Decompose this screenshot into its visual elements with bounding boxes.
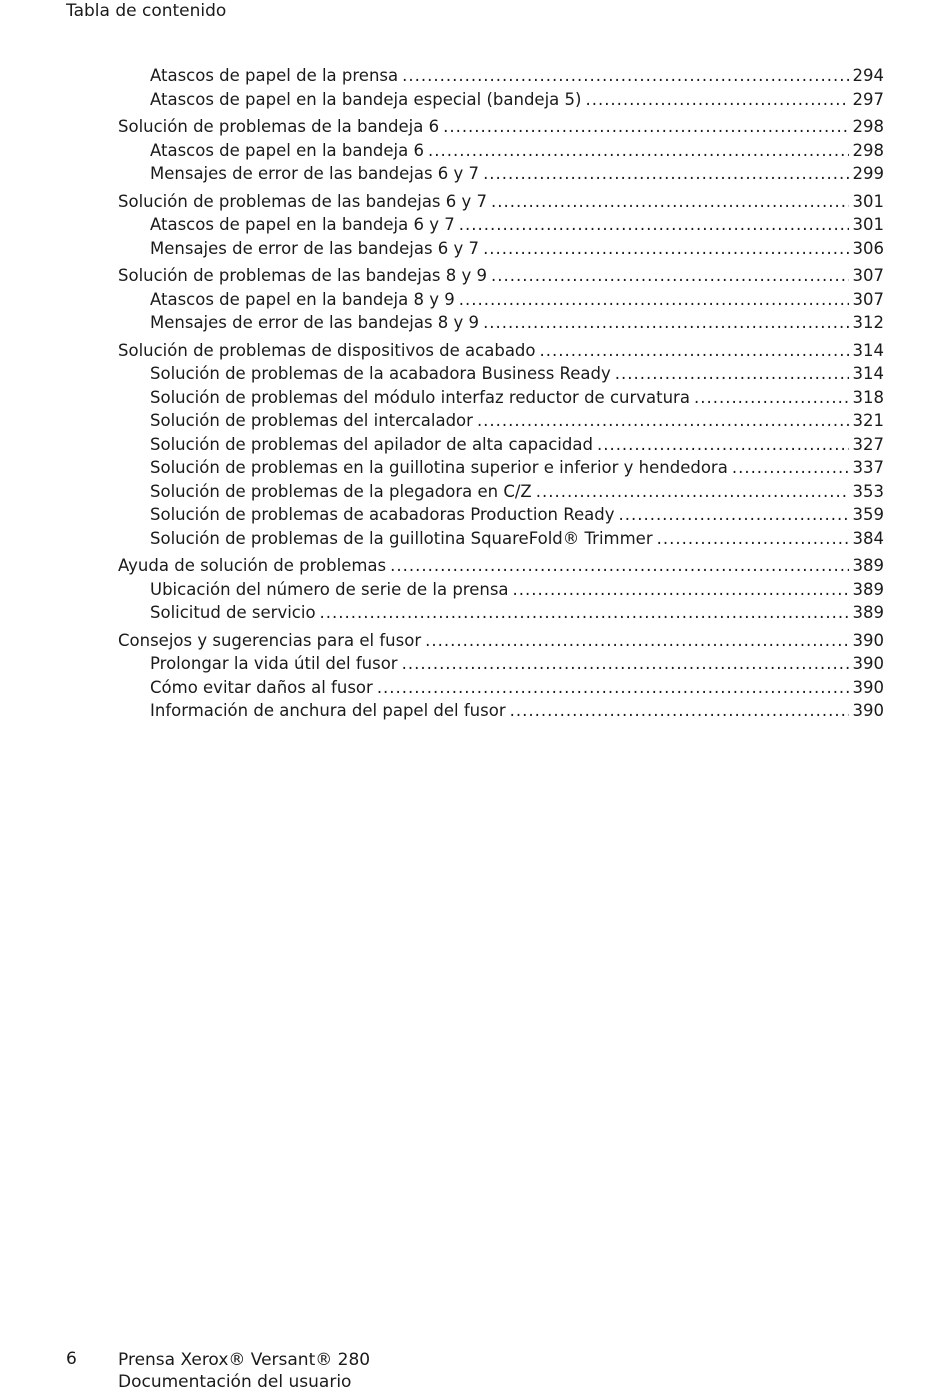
toc-entry-page: 314: [852, 340, 884, 360]
toc-entry-page: 389: [852, 603, 884, 622]
toc-dot-leader: [459, 288, 849, 312]
toc-entry[interactable]: [118, 629, 884, 653]
toc-entry-title: Atascos de papel en la bandeja 6 y 7: [150, 215, 455, 234]
toc-entry[interactable]: [118, 162, 884, 186]
toc-entry-title: Prolongar la vida útil del fusor: [150, 654, 398, 673]
toc-entry[interactable]: [118, 190, 884, 214]
toc-entry-title: Solución de problemas de la bandeja 6: [118, 117, 440, 136]
toc-entry[interactable]: [118, 88, 884, 112]
toc-entry[interactable]: [118, 115, 884, 139]
toc-entry-title: Mensajes de error de las bandejas 6 y 7: [150, 238, 480, 258]
toc-dot-leader: [491, 264, 848, 288]
toc-entry-page: 312: [852, 313, 884, 332]
toc-entry-title: Solución de problemas de la guillotina SquareFold® Trimmer: [150, 528, 653, 548]
toc-entry-title: Solución de problemas de las bandejas 8 y 9: [118, 266, 488, 285]
toc-entry-page: 301: [852, 191, 884, 211]
toc-dot-leader: [510, 699, 849, 723]
toc-entry-page: 337: [852, 458, 884, 477]
toc-entry[interactable]: [118, 456, 884, 480]
toc-entry[interactable]: [118, 527, 884, 551]
toc-entry[interactable]: [118, 676, 884, 700]
toc-entry-title: Mensajes de error de las bandejas 8 y 9: [150, 313, 480, 332]
toc-entry[interactable]: [118, 578, 884, 602]
toc-entry-title: Mensajes de error de las bandejas 6 y 7: [150, 164, 480, 183]
toc-entry[interactable]: [118, 386, 884, 410]
toc-entry-title: Información de anchura del papel del fusor: [150, 701, 506, 720]
toc-entry-page: 389: [852, 579, 884, 599]
toc-entry-title: Solución de problemas del apilador de alta capacidad: [150, 434, 593, 454]
toc-entry-page: 298: [852, 117, 884, 136]
toc-dot-leader: [390, 554, 848, 578]
toc-dot-leader: [694, 386, 849, 410]
toc-entry-title: Atascos de papel en la bandeja especial (bandeja 5): [150, 89, 582, 109]
toc-entry-page: 301: [852, 215, 884, 234]
toc-entry[interactable]: [118, 652, 884, 676]
toc-entry-page: 297: [852, 89, 884, 109]
toc-entry[interactable]: [118, 433, 884, 457]
toc-entry-title: Atascos de papel en la bandeja 8 y 9: [150, 289, 455, 309]
toc-entry-page: 307: [852, 266, 884, 285]
toc-entry[interactable]: [118, 213, 884, 237]
toc-entry-page: 359: [852, 505, 884, 524]
toc-entry-title: Solución de problemas de acabadoras Production Ready: [150, 505, 615, 524]
toc-entry[interactable]: [118, 311, 884, 335]
toc-entry-page: 294: [852, 66, 884, 85]
toc-dot-leader: [540, 339, 849, 363]
toc-entry-page: 353: [852, 481, 884, 501]
toc-dot-leader: [459, 213, 849, 237]
toc-entry-page: 318: [852, 387, 884, 407]
toc-entry[interactable]: [118, 601, 884, 625]
toc-dot-leader: [377, 676, 849, 700]
toc-entry-page: 298: [852, 140, 884, 160]
toc-dot-leader: [615, 362, 849, 386]
toc-dot-leader: [402, 64, 848, 88]
toc-dot-leader: [536, 480, 849, 504]
toc-dot-leader: [443, 115, 848, 139]
toc-dot-leader: [483, 162, 848, 186]
toc-entry-title: Solución de problemas de dispositivos de acabado: [118, 340, 536, 360]
toc-entry-title: Solución de problemas de la acabadora Business Ready: [150, 364, 611, 383]
footer-page-number: 6: [66, 1349, 77, 1369]
toc-entry[interactable]: [118, 480, 884, 504]
toc-dot-leader: [483, 311, 848, 335]
toc-entry[interactable]: [118, 503, 884, 527]
toc-entry-title: Solución de problemas de la plegadora en C/Z: [150, 481, 532, 501]
toc-entry-title: Solución de problemas en la guillotina superior e inferior y hendedora: [150, 458, 728, 477]
toc-dot-leader: [597, 433, 849, 457]
toc-dot-leader: [402, 652, 849, 676]
footer-doc-type: Documentación del usuario: [118, 1372, 352, 1392]
toc-entry-title: Atascos de papel de la prensa: [150, 66, 399, 85]
toc-entry-page: 306: [852, 238, 884, 258]
toc-entry-page: 307: [852, 289, 884, 309]
toc-entry-title: Solución de problemas del intercalador: [150, 411, 473, 430]
toc-entry[interactable]: [118, 288, 884, 312]
toc-entry-page: 390: [852, 701, 884, 720]
toc-entry[interactable]: [118, 64, 884, 88]
toc-entry[interactable]: [118, 264, 884, 288]
toc-entry[interactable]: [118, 139, 884, 163]
toc-dot-leader: [483, 237, 848, 261]
toc-entry-title: Consejos y sugerencias para el fusor: [118, 630, 422, 650]
toc-entry[interactable]: [118, 554, 884, 578]
toc-dot-leader: [320, 601, 849, 625]
toc-dot-leader: [585, 88, 848, 112]
toc-entry[interactable]: [118, 409, 884, 433]
toc-entry[interactable]: [118, 237, 884, 261]
toc-entry-title: Solución de problemas del módulo interfaz reductor de curvatura: [150, 387, 690, 407]
footer-product-name: Prensa Xerox® Versant® 280: [118, 1350, 371, 1370]
toc-entry-title: Solicitud de servicio: [150, 603, 316, 622]
toc-entry-title: Ayuda de solución de problemas: [118, 556, 387, 575]
toc-dot-leader: [428, 139, 849, 163]
toc-entry-page: 389: [852, 556, 884, 575]
toc-dot-leader: [491, 190, 848, 214]
toc-dot-leader: [477, 409, 849, 433]
toc-dot-leader: [513, 578, 849, 602]
toc-entry-title: Atascos de papel en la bandeja 6: [150, 140, 424, 160]
running-header: Tabla de contenido: [66, 1, 227, 21]
toc-dot-leader: [425, 629, 848, 653]
toc-entry-page: 390: [852, 630, 884, 650]
footer-document-info: [118, 1349, 370, 1393]
toc-entry-title: Ubicación del número de serie de la prensa: [150, 579, 509, 599]
toc-entry-page: 327: [852, 434, 884, 454]
toc-entry[interactable]: [118, 362, 884, 386]
toc-entry-title: Cómo evitar daños al fusor: [150, 677, 373, 697]
toc-entry-page: 321: [852, 411, 884, 430]
toc-entry-page: 384: [852, 528, 884, 548]
toc-dot-leader: [618, 503, 848, 527]
toc-entry-page: 390: [852, 677, 884, 697]
table-of-contents: [118, 64, 884, 723]
toc-entry-page: 299: [852, 164, 884, 183]
toc-entry-page: 314: [852, 364, 884, 383]
toc-entry-title: Solución de problemas de las bandejas 6 y 7: [118, 191, 488, 211]
toc-dot-leader: [657, 527, 849, 551]
toc-dot-leader: [732, 456, 849, 480]
toc-entry[interactable]: [118, 699, 884, 723]
toc-entry[interactable]: [118, 339, 884, 363]
toc-entry-page: 390: [852, 654, 884, 673]
